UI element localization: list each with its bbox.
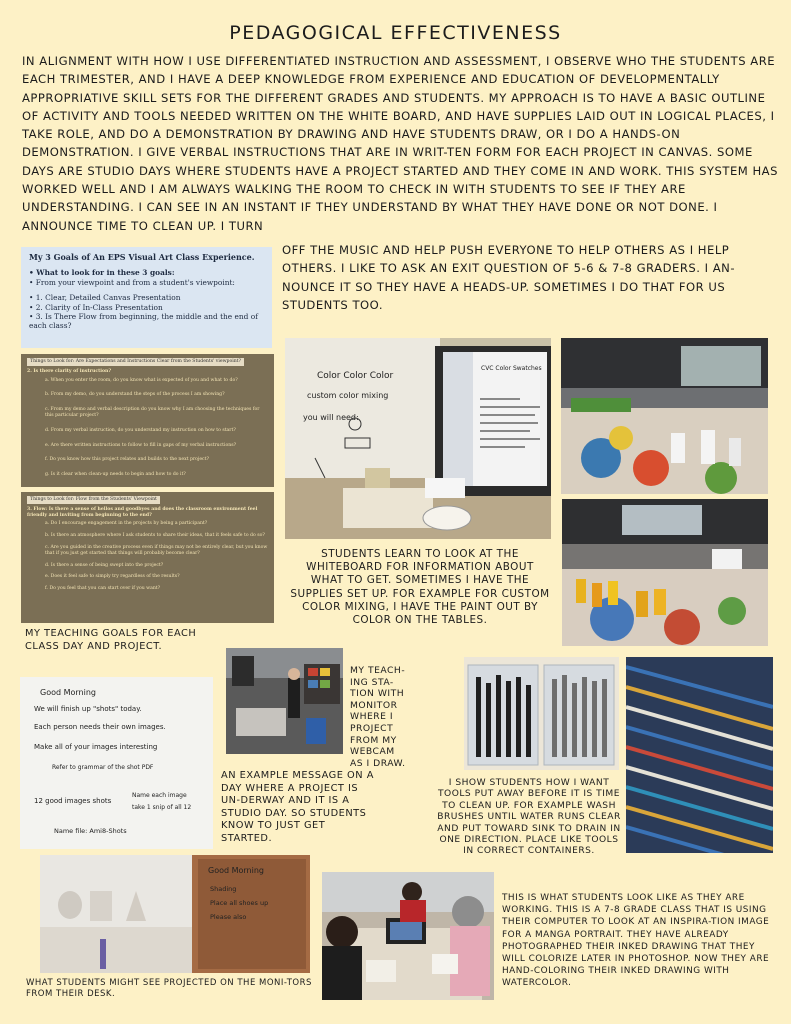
message-line-4: Refer to grammar of the shot PDF	[52, 764, 154, 771]
caption-tools: I SHOW STUDENTS HOW I WANT TOOLS PUT AWAY BEFORE IT IS TIME TO CLEAN UP. FOR EXAMPLE WASH BRUSHES UNTIL WATER RUNS CLEAR AND PUT TOWARD SINK TO DRAIN IN ONE DIRECTION. PLACE LIKE TOOLS IN CORRECT CONTAINERS.	[437, 778, 621, 857]
checklist-item: d. From my verbal instruction, do you understand my instruction on how to start?	[45, 427, 236, 433]
caption-projected: WHAT STUDENTS MIGHT SEE PROJECTED ON THE MONI-TORS FROM THEIR DESK.	[26, 978, 312, 999]
checklist-item: b. Is there an atmosphere where I ask students to share their ideas, that it feels safe to do so?	[45, 533, 265, 539]
brushes-photo	[626, 657, 773, 853]
clarity-checklist-panel	[21, 354, 274, 487]
goals-title: My 3 Goals of An EPS Visual Art Class Experience.	[29, 252, 255, 262]
checklist-item: b. From my demo, do you understand the steps of the process I am showing?	[45, 392, 225, 398]
art-room-photo-2	[562, 499, 768, 646]
checklist-item: f. Do you feel that you can start over if you want?	[45, 586, 161, 592]
checklist-item: d. Is there a sense of being swept into the project?	[45, 562, 164, 568]
checklist-item: f. Do you know how this project relates and builds to the next project?	[45, 457, 209, 463]
checklist-item: a. When you enter the room, do you know what is expected of you and what to do?	[45, 377, 238, 383]
checklist-item: e. Are there written instructions to follow to fill in gaps of my verbal instructions?	[45, 442, 237, 448]
caption-whiteboard: STUDENTS LEARN TO LOOK AT THE WHITEBOARD FOR INFORMATION ABOUT WHAT TO GET. SOMETIMES I HAVE THE SUPPLIES SET UP. FOR EXAMPLE FOR CUSTOM COLOR MIXING, I HAVE THE PAINT OUT BY COLOR ON THE TABLES.	[290, 548, 550, 627]
caption-teaching-station: MY TEACH-ING STA-TION WITH MONITOR WHERE I PROJECT FROM MY WEBCAM AS I DRAW.	[350, 665, 406, 769]
message-line-1: We will finish up "shots" today.	[34, 705, 142, 713]
goals-viewpoint: • From your viewpoint and from a student's viewpoint:	[29, 277, 235, 287]
panel-header: Things to Look for: Flow from the Students' Viewpoint	[27, 496, 160, 504]
flow-checklist-panel	[21, 492, 274, 623]
whiteboard-photo	[285, 338, 551, 539]
whiteboard-line-1: Color Color Color	[317, 371, 394, 381]
goal-2: • 2. Clarity of In-Class Presentation	[29, 302, 163, 312]
message-line-2: Each person needs their own images.	[34, 723, 166, 731]
checklist-item: e. Does it feel safe to simply try regardless of the results?	[45, 574, 180, 580]
message-line-3: Make all of your images interesting	[34, 743, 158, 751]
projected-greeting: Good Morning	[208, 866, 264, 875]
panel-question: 3. Flow: Is there a sense of hellos and goodbyes and does the classroom environment feel friendly and inviting from beginning to the end?	[27, 506, 258, 518]
checklist-item: g. Is it clear when clean-up needs to begin and how to do it?	[45, 472, 186, 478]
panel-header: Things to Look for: Are Expectations and Instructions Clear from the Students' viewpoint?	[27, 358, 244, 366]
markers-photo	[464, 657, 619, 770]
caption-message: AN EXAMPLE MESSAGE ON A DAY WHERE A PROJECT IS UN-DERWAY AND IT IS A STUDIO DAY. SO STUDENTS KNOW TO JUST GET STARTED.	[221, 770, 374, 844]
checklist-item: c. From my demo and verbal description do you know why I am choosing the techniques for this particular project?	[45, 407, 260, 418]
message-board-photo	[20, 677, 213, 849]
intro-text-continued: OFF THE MUSIC AND HELP PUSH EVERYONE TO HELP OTHERS AS I HELP OTHERS. I LIKE TO ASK AN EXIT QUESTION OF 5-6 & 7-8 GRADERS. I AN-NOUNCE IT SO THEY HAVE A HEADS-UP. SOMETIMES I DO THAT FOR US STUDENTS TOO.	[282, 243, 736, 312]
message-line-7: take 1 snip of all 12	[132, 804, 192, 811]
screen-title: CVC Color Swatches	[481, 365, 542, 372]
goals-card	[21, 247, 272, 348]
whiteboard-line-2: custom color mixing	[307, 391, 389, 400]
message-line-5: 12 good images shots	[34, 797, 112, 805]
message-greeting: Good Morning	[40, 688, 96, 697]
checklist-item: c. Are you guided in the creative process even if things may not be entirely clear, but you know that if you just get started that things will probably become clear?	[45, 544, 268, 556]
projected-line-2: Place all shoes up	[210, 899, 269, 907]
message-line-6: Name each image	[132, 792, 187, 799]
caption-teaching-goals: MY TEACHING GOALS FOR EACH CLASS DAY AND PROJECT.	[25, 628, 197, 652]
projected-line-3: Please also	[210, 913, 247, 921]
students-photo	[322, 872, 494, 1000]
projected-photo	[40, 855, 310, 973]
teaching-station-photo	[226, 648, 343, 754]
page-title: PEDAGOGICAL EFFECTIVENESS	[229, 22, 562, 44]
checklist-item: a. Do I encourage engagement in the projects by being a participant?	[45, 521, 208, 527]
whiteboard-line-3: you will need:	[303, 413, 359, 422]
goals-what-heading: • What to look for in these 3 goals:	[29, 268, 175, 278]
message-line-8: Name file: Ami8-Shots	[54, 827, 127, 835]
intro-text: IN ALIGNMENT WITH HOW I USE DIFFERENTIATED INSTRUCTION AND ASSESSMENT, I OBSERVE WHO THE STUDENTS ARE EACH TRIMESTER, AND I HAVE A DEEP KNOWLEDGE FROM EXPERIENCE AND EDUCATION OF DEVELOPMENTALLY APPROPRIATIVE SKILL SETS FOR THE DIFFERENT GRADES AND STUDENTS. MY APPROACH IS TO HAVE A BASIC OUTLINE OF ACTIVITY AND TOOLS NEEDED WRITTEN ON THE WHITE BOARD, AND HAVE SUPPLIES LAID OUT IN LOGICAL PLACES, I TAKE ROLE, AND DO A DEMONSTRATION BY DRAWING AND HAVE STUDENTS DRAW, OR I DO A HANDS-ON DEMONSTRATION. I GIVE VERBAL INSTRUCTIONS THAT ARE IN WRIT-TEN FORM FOR EACH PROJECT IN CANVAS. SOME DAYS ARE STUDIO DAYS WHERE STUDENTS HAVE A PROJECT STARTED AND THEY COME IN AND WORK. THIS SYSTEM HAS WORKED WELL AND I AM ALWAYS WALKING THE ROOM TO CHECK IN WITH STUDENTS TO SEE IF THEY ARE UNDERSTANDING. I CAN SEE IN AN INSTANT IF THEY UNDERSTAND BY WHAT THEY HAVE DONE OR NOT DONE. I ANNOUNCE TIME TO CLEAN UP. I TURN	[22, 54, 778, 233]
art-room-photo-1	[561, 338, 768, 494]
projected-line-1: Shading	[210, 885, 237, 893]
goal-3: • 3. Is There Flow from beginning, the middle and the end of each class?	[29, 312, 258, 331]
goal-1: • 1. Clear, Detailed Canvas Presentation	[29, 293, 181, 303]
caption-students: THIS IS WHAT STUDENTS LOOK LIKE AS THEY ARE WORKING. THIS IS A 7-8 GRADE CLASS THAT IS USING THEIR COMPUTER TO LOOK AT AN INSPIRA-TION IMAGE FOR A MANGA PORTRAIT. THEY HAVE ALREADY PHOTOGRAPHED THEIR INKED DRAWING THAT THEY WILL COLORIZE LATER IN PHOTOSHOP. NOW THEY ARE HAND-COLORING THEIR INKED DRAWING WITH WATERCOLOR.	[502, 893, 770, 989]
panel-question: 2. Is there clarity of instruction?	[27, 368, 112, 374]
